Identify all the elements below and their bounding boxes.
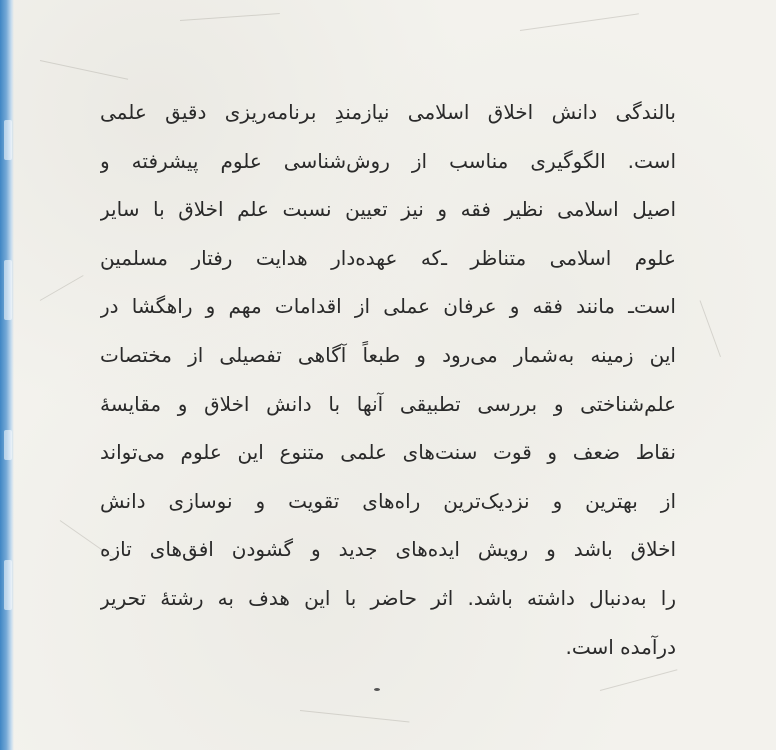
text-line: اخلاق باشد و رویش ایده‌های جدید و گشودن افق‌های تازه (100, 537, 676, 562)
text-line: این زمینه به‌شمار می‌رود و طبعاً آگاهی تفصیلی از مختصات (100, 342, 676, 367)
text-line: است‌ـ مانند فقه و عرفان عملی از اقدامات مهم و راهگشا در (100, 294, 676, 319)
paper-fiber (600, 669, 678, 691)
text-line: نقاط ضعف و قوت سنت‌های علمی متنوع این علوم می‌تواند (100, 440, 676, 465)
text-line: علم‌شناختی و بررسی تطبیقی آنها با دانش اخلاق و مقایسهٔ (100, 391, 676, 416)
book-spine-edge (0, 0, 14, 750)
text-line: بالندگی دانش اخلاق اسلامی نیازمندِ برنامه‌ریزی دقیق علمی (100, 100, 676, 124)
text-line: را به‌دنبال داشته باشد. اثر حاضر با این هدف به رشتهٔ تحریر (100, 585, 676, 610)
spine-highlight (4, 430, 12, 460)
paper-fiber (700, 300, 721, 357)
paper-fiber (300, 710, 410, 722)
paper-fiber (520, 13, 639, 31)
spine-highlight (4, 120, 12, 160)
text-line: علوم اسلامی متناظر ـ‌که عهده‌دار هدایت رفتار مسلمین (100, 245, 676, 270)
ornament-dot (374, 688, 380, 691)
text-line: است. الگوگیری مناسب از روش‌شناسی علوم پیشرفته و (100, 148, 676, 173)
spine-highlight (4, 260, 12, 320)
paper-fiber (180, 13, 280, 21)
paper-fiber (40, 275, 84, 301)
text-line-last: درآمده است. (565, 634, 676, 659)
text-line: از بهترین و نزدیک‌ترین راه‌های تقویت و نوسازی دانش (100, 488, 676, 513)
spine-highlight (4, 560, 12, 610)
text-line: اصیل اسلامی نظیر فقه و نیز تعیین نسبت علم اخلاق با سایر (100, 197, 676, 222)
paper-fiber (40, 60, 128, 80)
paragraph-text (100, 88, 676, 671)
